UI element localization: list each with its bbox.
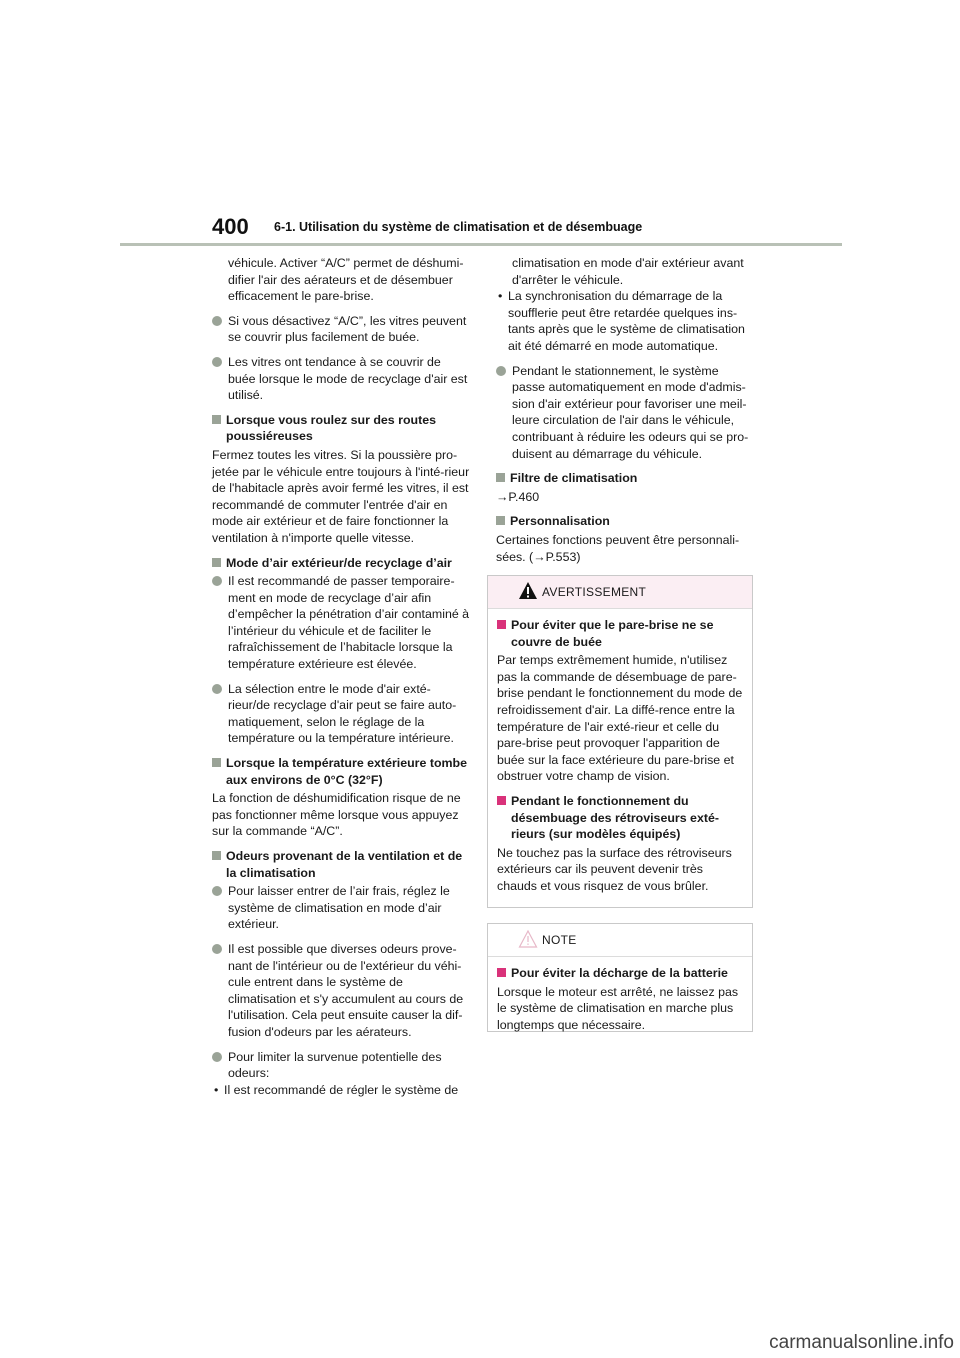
dash-bullet: • <box>498 289 503 304</box>
list-item <box>212 681 470 747</box>
warning-body: Ne touchez pas la surface des rétroviseurs extérieurs car ils peuvent devenir très chauds et vous risquez de vous brûler. <box>497 845 732 893</box>
bullet-text: La synchronisation du démarrage de la soufflerie peut être retardée quelques ins-tants après que le système de climatisation ait été démarré en mode automatique. <box>508 289 745 353</box>
square-bullet-icon <box>212 558 221 567</box>
list-item <box>212 941 470 1041</box>
section-heading-customization <box>496 513 752 530</box>
section-body: Fermez toutes les vitres. Si la poussière pro-jetée par le véhicule entre toujours à l'inté-rieur de l'habitacle après avoir fermé les vitres, il est recommandé de commuter l'entrée d'air en mode air extérieur et de faire fonctionner la ventilation à n'importe quelle vitesse. <box>212 447 470 545</box>
square-bullet-icon <box>496 473 505 482</box>
list-item <box>212 313 470 346</box>
bullet-text: La sélection entre le mode d'air exté-rieur/de recyclage d'air peut se faire auto-matiquement, selon le réglage de la température ou la température intérieure. <box>228 681 457 746</box>
bullet-icon <box>212 886 222 896</box>
watermark: carmanualsonline.info <box>769 1332 954 1353</box>
bullet-text: Pendant le stationnement, le système passe automatiquement en mode d'admis-sion d'air extérieur pour favoriser une meil-leure circulation de l'air dans le véhicule, contribuant à réduire les odeurs qui se pro-duisent au démarrage du véhicule. <box>512 363 749 461</box>
continuation-paragraph: climatisation en mode d'air extérieur avant d'arrêter le véhicule. <box>512 256 744 287</box>
bullet-text: Il est recommandé de passer temporaire-ment en mode de recyclage d’air afin d’empêcher la pénétration d’air contaminé à l’intérieur du véhicule et de faciliter le rafraîchissement de l’habitacle lorsque la température extérieure est élevée. <box>228 574 470 672</box>
note-title: NOTE <box>542 933 577 947</box>
square-bullet-icon <box>497 796 506 805</box>
dash-bullet: • <box>214 1082 219 1097</box>
warning-triangle-icon <box>518 581 538 601</box>
list-item <box>212 883 470 933</box>
bullet-icon <box>212 316 222 326</box>
bullet-text: Il est possible que diverses odeurs prove-nant de l'intérieur ou de l'extérieur du véhi-cule entrent dans le système de climatisation et s'y accumulent au cours de l'utilisation. Cela peut ensuite causer la dif-fusion d'odeurs par les aérateurs. <box>228 941 464 1039</box>
note-box-header <box>488 924 752 957</box>
intro-paragraph: véhicule. Activer “A/C” permet de déshumi-difier l'air des aérateurs et de désembuer efficacement le pare-brise. <box>228 256 464 304</box>
heading-text: Pendant le fonctionnement du désembuage des rétroviseurs exté-rieurs (sur modèles équipés) <box>511 793 719 842</box>
page-reference-link[interactable] <box>533 550 576 564</box>
heading-text: Lorsque la température extérieure tombe aux environs de 0°C (32°F) <box>226 756 468 787</box>
right-column <box>496 255 752 573</box>
section-heading-dusty-roads <box>212 412 470 445</box>
section-heading-odors <box>212 848 470 881</box>
bullet-icon <box>212 944 222 954</box>
square-bullet-icon <box>212 415 221 424</box>
section-body: La fonction de déshumidification risque de ne pas fonctionner même lorsque vous appuyez sur la commande “A/C”. <box>212 791 461 839</box>
square-bullet-icon <box>497 968 506 977</box>
list-item <box>212 1049 470 1082</box>
section-heading-low-temperature <box>212 755 470 788</box>
warning-body: Par temps extrêmement humide, n'utilisez pas la commande de désembuage de pare-brise pendant le fonctionnement du mode de refroidissement d'air. La diffé-rence entre la température de l'air exté-rieur et celle du pare-brise peut provoquer l'apparition de buée sur la face extérieure du pare-brise et obstruer votre champ de vision. <box>497 653 743 784</box>
square-bullet-icon <box>212 851 221 860</box>
heading-text: Odeurs provenant de la ventilation et de la climatisation <box>226 849 463 880</box>
arrow-icon: → <box>533 549 546 564</box>
list-item <box>212 1082 470 1099</box>
warning-box <box>487 575 753 908</box>
note-box-body <box>488 957 752 1033</box>
note-heading-battery <box>497 965 743 982</box>
square-bullet-icon <box>497 620 506 629</box>
body-text: Certaines fonctions peuvent être personnali-sées. ( <box>496 532 740 564</box>
heading-text: Personnalisation <box>510 514 610 529</box>
heading-text: Mode d’air extérieur/de recyclage d’air <box>226 555 452 570</box>
bullet-text: Si vous désactivez “A/C”, les vitres peuvent se couvrir plus facilement de buée. <box>228 313 467 345</box>
square-bullet-icon <box>212 758 221 767</box>
note-box <box>487 923 753 1032</box>
chapter-title: 6-1. Utilisation du système de climatisation et de désembuage <box>274 220 643 234</box>
warning-heading-mirrors <box>497 793 743 843</box>
bullet-icon <box>212 357 222 367</box>
note-body: Lorsque le moteur est arrêté, ne laissez pas le système de climatisation en marche plus longtemps que nécessaire. <box>497 984 739 1032</box>
heading-text: Pour éviter la décharge de la batterie <box>511 966 728 980</box>
caution-outline-triangle-icon <box>518 929 538 949</box>
arrow-icon: → <box>496 489 509 504</box>
reference-text: P.460 <box>508 489 540 504</box>
bullet-text: Pour limiter la survenue potentielle des odeurs: <box>228 1049 442 1081</box>
warning-box-header <box>488 576 752 609</box>
list-item <box>496 288 752 354</box>
section-body <box>496 532 752 565</box>
bullet-icon <box>212 576 222 586</box>
bullet-text: Les vitres ont tendance à se couvrir de buée lorsque le mode de recyclage d'air est utilisé. <box>228 354 468 403</box>
square-bullet-icon <box>496 516 505 525</box>
bullet-text: Pour laisser entrer de l’air frais, réglez le système de climatisation en mode d’air extérieur. <box>228 884 450 932</box>
list-item <box>496 363 752 463</box>
list-item <box>212 573 470 673</box>
page-number: 400 <box>212 214 249 239</box>
bullet-icon <box>212 1052 222 1062</box>
heading-text: Pour éviter que le pare-brise ne se couvre de buée <box>511 618 714 649</box>
page-header <box>0 0 960 250</box>
warning-heading-windshield <box>497 617 743 650</box>
page-reference-link[interactable] <box>496 489 752 506</box>
warning-title: AVERTISSEMENT <box>542 585 647 599</box>
heading-text: Filtre de climatisation <box>510 471 638 486</box>
warning-box-body <box>488 609 752 895</box>
bullet-icon <box>212 684 222 694</box>
bullet-icon <box>496 366 506 376</box>
body-text: ) <box>576 549 581 564</box>
bullet-text: Il est recommandé de régler le système de <box>224 1082 459 1097</box>
left-column <box>212 255 470 1106</box>
reference-text: P.553 <box>545 549 577 564</box>
section-heading-filter <box>496 470 752 487</box>
list-item <box>212 354 470 404</box>
section-heading-air-mode <box>212 555 470 572</box>
header-rule <box>120 243 842 246</box>
heading-text: Lorsque vous roulez sur des routes poussiéreuses <box>226 412 436 444</box>
